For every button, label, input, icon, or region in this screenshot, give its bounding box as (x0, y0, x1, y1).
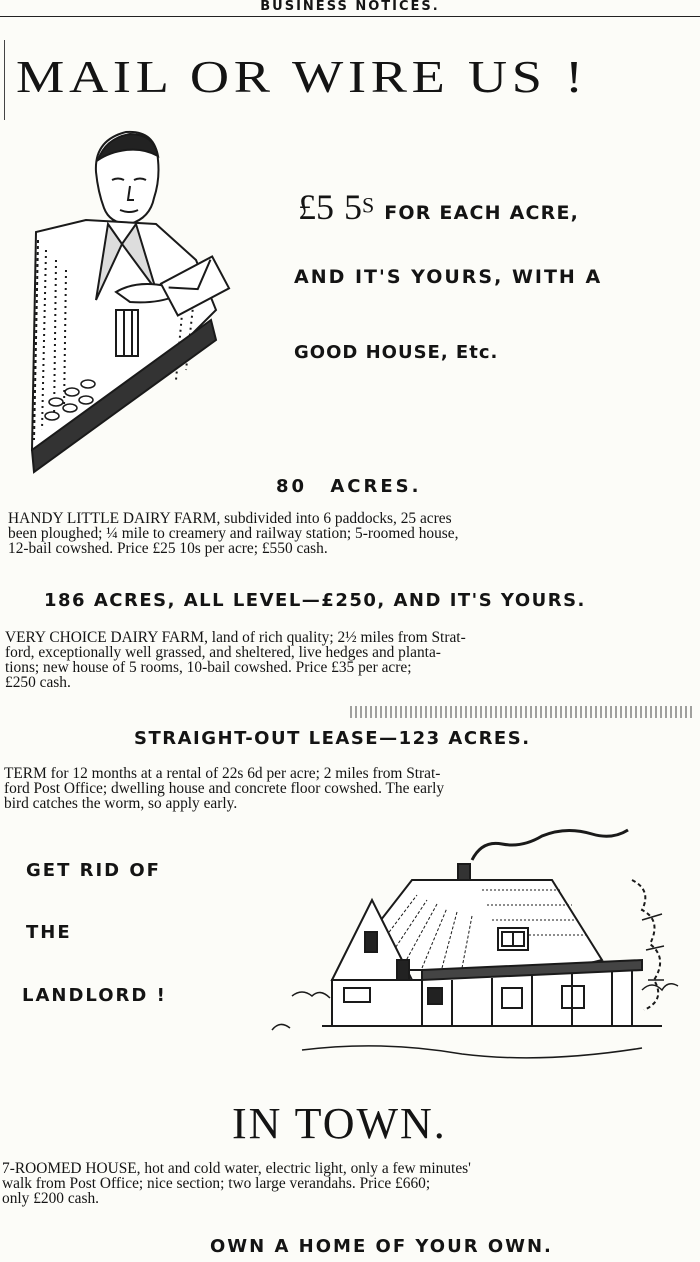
listing-1-line-1: subdivided into 6 paddocks, 25 acres (220, 510, 452, 527)
listing-2-body (5, 630, 697, 690)
offer-line3: GOOD HOUSE, Etc. (294, 342, 499, 363)
ad-headline: MAIL OR WIRE US ! (16, 51, 588, 102)
left-border-rule (4, 40, 5, 120)
slogan-line-1: GET RID OF (26, 860, 161, 881)
listing-3-line-3: bird catches the worm, so apply early. (4, 795, 238, 812)
listing-1-body (8, 511, 698, 556)
offer-line1-rest: FOR EACH ACRE, (384, 202, 580, 224)
slogan-line-3: LANDLORD ! (22, 985, 167, 1006)
listing-1-line-3: 12-bail cowshed. Price £25 10s per acre; £550 cash. (8, 540, 328, 557)
listing-3-line-2: ford Post Office; dwelling house and concrete floor cowshed. The early (4, 780, 445, 797)
footer-slogan: OWN A HOME OF YOUR OWN. (210, 1236, 553, 1257)
listing-3-heading: STRAIGHT-OUT LEASE—123 ACRES. (134, 728, 531, 749)
listing-1-lead: HANDY LITTLE DAIRY FARM, (8, 510, 221, 527)
town-line-2: walk from Post Office; nice section; two large verandahs. Price £660; (2, 1175, 431, 1192)
town-line-3: only £200 cash. (2, 1190, 100, 1207)
listing-2-lead: VERY CHOICE DAIRY FARM, (5, 629, 208, 646)
businessman-illustration (26, 120, 241, 475)
listing-1-line-2: been ploughed; ¼ mile to creamery and railway station; 5-roomed house, (8, 525, 459, 542)
price-pounds: £5 (298, 187, 334, 227)
listing-3-lead: TERM (4, 765, 47, 782)
listing-2-line-3: tions; new house of 5 rooms, 10-bail cowshed. Price £35 per acre; (5, 659, 412, 676)
listing-2-line-4: £250 cash. (5, 674, 71, 691)
price-shilling-unit: S (362, 192, 375, 218)
listing-2-line-2: ford, exceptionally well grassed, and sheltered, live hedges and planta- (5, 644, 441, 661)
listing-3-body (4, 766, 697, 811)
section-header: BUSINESS NOTICES. (260, 0, 440, 14)
listing-3-line-1: for 12 months at a rental of 22s 6d per acre; 2 miles from Strat- (46, 765, 441, 782)
header-rule (0, 16, 700, 17)
town-body (2, 1161, 697, 1206)
print-smudge (350, 706, 695, 718)
offer-line-price (298, 186, 579, 228)
town-line-1: hot and cold water, electric light, only a few minutes' (140, 1160, 471, 1177)
town-lead: 7-ROOMED HOUSE, (2, 1160, 141, 1177)
offer-line2: AND IT'S YOURS, WITH A (294, 266, 603, 288)
listing-2-heading: 186 ACRES, ALL LEVEL—£250, AND IT'S YOURS. (44, 590, 586, 611)
listing-1-heading: 80 ACRES. (276, 476, 422, 497)
listing-2-line-1: land of rich quality; 2½ miles from Strat- (207, 629, 466, 646)
slogan-line-2: THE (26, 922, 72, 943)
town-heading: IN TOWN. (232, 1099, 447, 1148)
house-illustration (262, 820, 682, 1080)
price-shillings: 5 (344, 187, 362, 227)
